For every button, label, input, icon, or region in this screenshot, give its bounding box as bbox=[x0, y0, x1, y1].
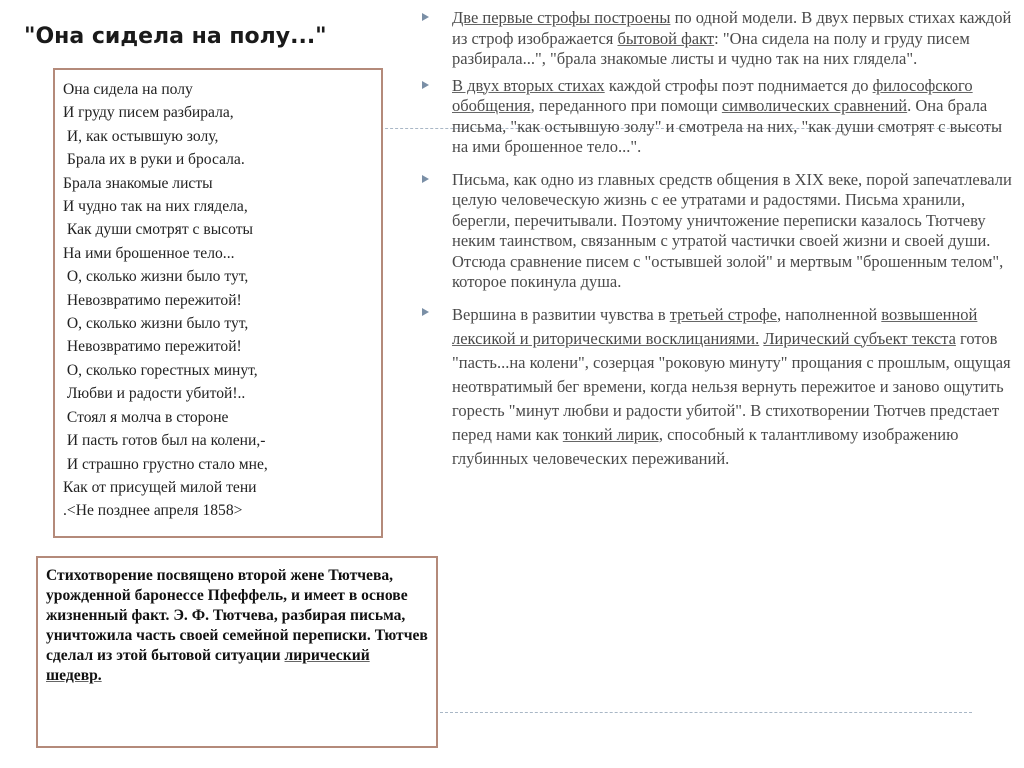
poem-line: О, сколько жизни было тут, bbox=[63, 268, 249, 286]
poem-line: .<Не позднее апреля 1858> bbox=[63, 502, 243, 520]
bullet-arrow-icon bbox=[422, 175, 429, 183]
bullet-1-text-1: по одной модели. В двух первых стихах каждой из строф изображается bbox=[452, 8, 1012, 48]
poem-line: И чудно так на них глядела, bbox=[63, 198, 248, 216]
bullet-arrow-icon bbox=[422, 81, 429, 89]
bullet-1-text-2: : "Она сидела на полу и груду писем разбирала...", "брала знакомые листы и чудно так на них глядела". bbox=[452, 28, 970, 68]
note-box bbox=[36, 556, 438, 748]
bullet-1-underlined-2: бытовой факт bbox=[617, 28, 715, 48]
poem-line: И страшно грустно стало мне, bbox=[63, 455, 268, 473]
poem-line: И пасть готов был на колени,- bbox=[63, 432, 266, 450]
bullet-2-underlined-1: В двух вторых стихах bbox=[452, 75, 605, 95]
bullet-item-1 bbox=[420, 8, 1012, 70]
poem-line: Брала знакомые листы bbox=[63, 174, 213, 192]
slide-title: "Она сидела на полу..." bbox=[24, 24, 327, 49]
poem-line: На ими брошенное тело... bbox=[63, 244, 235, 262]
poem-line: Она сидела на полу bbox=[63, 81, 193, 98]
poem-line: Любви и радости убитой!.. bbox=[63, 385, 246, 403]
bullet-2-underlined-2: философского обобщения bbox=[452, 75, 973, 115]
bullet-4-text-5: способный к талантливому изображению глубинных человеческих переживаний. bbox=[452, 424, 959, 468]
poem-line: О, сколько горестных минут, bbox=[63, 361, 258, 379]
poem-line: Невозвратимо пережитой! bbox=[63, 291, 242, 309]
note-text-link: лирический шедевр. bbox=[46, 647, 370, 684]
poem-line: Невозвратимо пережитой! bbox=[63, 338, 242, 356]
poem-line: И груду писем разбирала, bbox=[63, 104, 234, 122]
bullet-1-underlined-1: Две первые строфы построены bbox=[452, 8, 671, 27]
divider-line-bottom bbox=[440, 712, 972, 713]
bullet-item-3 bbox=[420, 170, 1012, 293]
poem-line: О, сколько жизни было тут, bbox=[63, 315, 249, 333]
poem-line: Стоял я молча в стороне bbox=[63, 408, 229, 426]
note-text bbox=[46, 566, 428, 686]
note-text-main: Стихотворение посвящено второй жене Тютчева, урожденной баронессе Пфеффель, и имеет в основе жизненный факт. Э. Ф. Тютчева, разбирая письма, уничтожила часть своей семейной переписки. Тютчев сделал из этой бытовой ситуации bbox=[46, 567, 428, 664]
bullet-4-text-4: готов "пасть...на колени", созерцая "роковую минуту" прощания с прошлым, ощущая неотвратимый бег времени, когда нельзя вернуть пережитое и заново ощутить горесть "минут любви и радости убитой". В стихотворении Тютчев предстает перед нами как bbox=[452, 328, 1011, 444]
bullet-4-text-1: Вершина в развитии чувства в bbox=[452, 304, 670, 324]
bullet-4-underlined-2: возвышенной лексикой и риторическими восклицаниями. bbox=[452, 304, 978, 348]
bullet-2-underlined-3: символических сравнений bbox=[721, 96, 908, 115]
poem-line: Как души смотрят с высоты bbox=[63, 221, 254, 239]
poem-box bbox=[53, 68, 383, 538]
bullet-4-underlined-4: тонкий лирик, bbox=[562, 424, 663, 444]
bullet-2-text-1: каждой строфы поэт поднимается до bbox=[604, 75, 873, 95]
bullet-list bbox=[420, 8, 1012, 471]
bullet-2-text-2: , переданного при помощи bbox=[530, 96, 722, 115]
bullet-item-4 bbox=[420, 303, 1012, 471]
bullet-3-text: Письма, как одно из главных средств общения в XIX веке, порой запечатлевали целую человеческую жизнь с ее утратами и радостями. Письма хранили, берегли, перечитывали. Поэтому уничтожение переписки казалось Тютчеву неким таинством, связанным с утратой частички своей жизни и своей души. Отсюда сравнение писем с "остывшей золой" и мертвым "брошенным телом", которое покинула душа. bbox=[452, 169, 1012, 291]
bullet-arrow-icon bbox=[422, 308, 429, 316]
poem-line: И, как остывшую золу, bbox=[63, 127, 219, 145]
poem-line: Как от присущей милой тени bbox=[63, 478, 257, 496]
bullet-arrow-icon bbox=[422, 13, 429, 21]
bullet-4-underlined-1: третьей строфе bbox=[669, 304, 777, 324]
poem-line: Брала их в руки и бросала. bbox=[63, 151, 245, 169]
bullet-2-text-3: . Она брала письма, "как остывшую золу" и смотрела на них, "как души смотрят с высоты на ими брошенное тело...". bbox=[452, 96, 1003, 156]
bullet-4-underlined-3: Лирический субъект текста bbox=[763, 328, 956, 348]
bullet-4-text-2: , наполненной bbox=[776, 304, 882, 324]
bullet-item-2 bbox=[420, 76, 1012, 158]
